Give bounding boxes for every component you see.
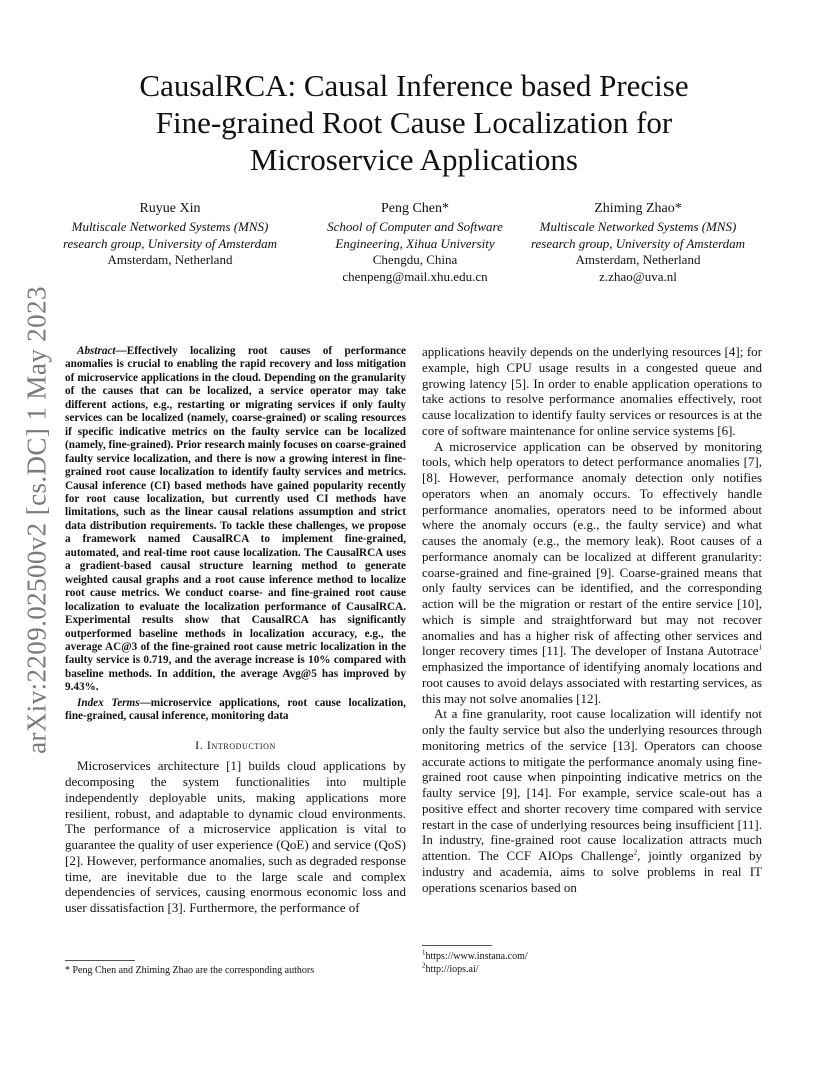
author-email: chenpeng@mail.xhu.edu.cn <box>342 269 488 285</box>
footnote-link: http://iops.ai/ <box>425 964 479 975</box>
footnote-link: https://www.instana.com/ <box>425 951 528 962</box>
title-line: Microservice Applications <box>250 142 578 177</box>
footnote-mark: 1 <box>422 948 426 957</box>
author-name: Zhiming Zhao* <box>594 201 682 216</box>
author-email: z.zhao@uva.nl <box>599 269 677 285</box>
author-location: Amsterdam, Netherland <box>107 252 233 268</box>
author-name: Ruyue Xin <box>139 201 201 216</box>
right-column <box>422 344 762 895</box>
footnote-mark: 2 <box>633 848 638 857</box>
title-line: CausalRCA: Causal Inference based Precise <box>139 68 689 103</box>
footnote-rule <box>422 945 492 946</box>
author-affiliation: Engineering, Xihua University <box>335 235 495 251</box>
author-ruyue-xin <box>40 201 300 269</box>
author-location: Chengdu, China <box>372 252 458 268</box>
index-terms <box>65 697 406 724</box>
body-paragraph <box>422 706 762 895</box>
paragraph-text: , jointly organized by industry and academia, aims to solve problems in real IT operations scenarios based on <box>422 848 762 895</box>
paper-title <box>80 67 748 178</box>
abstract-text: —Effectively localizing root causes of performance anomalies is crucial to enabling the rapid recovery and loss mitigation of microservice applications in the cloud. Depending on the granularity of the causes that can be localized, a service operator may take different actions, e.g., restarting or migrating services if only faulty services can be localized (namely, coarse-grained) or scaling resources if specific indicative metrics on the faulty service can be localized (namely, fine-grained). Prior research mainly focuses on coarse-grained faulty service localization, and there is now a growing interest in fine-grained root cause localization to identify faulty services and metrics. Causal inference (CI) based methods have gained popularity recently for root cause localization, but currently used CI methods have limitations, such as the linear causal relations assumption and strict data distribution requirements. To tackle these challenges, we propose a framework named CausalRCA to implement fine-grained, automated, and real-time root cause localization. The CausalRCA uses a gradient-based causal structure learning method to generate weighted causal graphs and a root cause inference method to localize root cause metrics. We conduct coarse- and fine-grained root cause localization to evaluate the localization performance of CausalRCA. Experimental results show that CausalRCA has significantly outperformed baseline methods in localization accuracy, e.g., the average AC@3 of the fine-grained root cause metric localization in the faulty service is 0.719, and the average increase is 10% compared with baseline methods. In addition, the average Avg@5 has improved by 9.43%. <box>65 345 406 694</box>
footnote-item <box>422 963 762 976</box>
paragraph-text: At a fine granularity, root cause localization will identify not only the faulty service but also the underlying resources through monitoring metrics of the service [13]. Operators can choose accurate actions to mitigate the performance anomaly using fine-grained root cause when pinpointing indicative metrics on the faulty service [9], [14]. For example, service scale-out has a positive effect and shorter recovery time compared with service restart in the case of underlying resources being insufficient [11]. In industry, fine-grained root cause localization attracts much attention. The CCF AIOps Challenge <box>422 706 762 863</box>
author-name: Peng Chen* <box>380 201 450 216</box>
body-paragraph: Microservices architecture [1] builds cloud applications by decomposing the system functionalities into multiple independently deployable units, making applications more resilient, robust, and adaptable to dynamic cloud environments. The performance of a microservice application is vital to guarantee the quality of user experience (QoE) and service (QoS) [2]. However, performance anomalies, such as degraded response time, are inevitable due to the large scale and complex dependencies of services, causing enormous economic loss and user dissatisfaction [3]. Furthermore, the performance of <box>65 758 406 916</box>
footnote-text: * Peng Chen and Zhiming Zhao are the corresponding authors <box>65 965 315 976</box>
author-affiliation: Multiscale Networked Systems (MNS) <box>71 218 269 234</box>
footnote-item <box>422 950 762 963</box>
author-location: Amsterdam, Netherland <box>575 252 701 268</box>
author-affiliation: research group, University of Amsterdam <box>62 235 278 251</box>
author-affiliation: Multiscale Networked Systems (MNS) <box>539 218 737 234</box>
left-column <box>65 345 406 916</box>
author-affiliation: research group, University of Amsterdam <box>530 235 746 251</box>
arxiv-stamp <box>20 285 54 755</box>
paragraph-text: emphasized the importance of identifying anomaly locations and root causes to avoid delays associated with restarting services, as this may not solve anomalies [12]. <box>422 659 762 706</box>
author-affiliation: School of Computer and Software <box>327 218 503 234</box>
abstract <box>65 345 406 695</box>
abstract-lead: Abstract <box>77 345 116 357</box>
author-block <box>60 201 770 291</box>
footnote-rule <box>65 960 135 961</box>
author-peng-chen <box>285 201 545 286</box>
title-line: Fine-grained Root Cause Localization for <box>155 105 673 140</box>
section-heading: I. Introduction <box>195 737 276 752</box>
footnote-mark: 1 <box>758 643 762 652</box>
body-paragraph: applications heavily depends on the underlying resources [4]; for example, high CPU usage results in a congested queue and growing latency [5]. In order to enable application operations to take actions to resolve performance anomalies effectively, root cause localization to identify faulty services or resources is at the core of software maintenance for online service systems [6]. <box>422 344 762 438</box>
index-terms-lead: Index Terms <box>77 696 140 709</box>
corresponding-author-footnote <box>65 960 406 977</box>
footnote-mark: 2 <box>422 961 426 970</box>
index-terms-text: —microservice applications, root cause localization, fine-grained, causal inference, monitoring data <box>65 696 406 723</box>
footnotes <box>422 945 762 976</box>
author-zhiming-zhao <box>508 201 768 286</box>
paragraph-text: A microservice application can be observed by monitoring tools, which help operators to detect performance anomalies [7], [8]. However, performance anomaly detection only notifies operators when an anomaly occurs. To effectively handle performance anomalies, operators need to be informed about where the anomaly occurs (e.g., the faulty service) and what causes the anomaly (e.g., the memory leak). Root causes of a performance anomaly can be localized at different granularity: coarse-grained and fine-grained [9]. Coarse-grained means that only faulty services can be identified, and the corresponding action will be the migration or restart of the entire service [10], which is simple and straightforward but may not recover anomalies and has a higher risk of affecting other services and longer recovery times [11]. The developer of Instana Autotrace <box>422 438 762 659</box>
body-paragraph <box>422 439 762 707</box>
arxiv-stamp-text: arXiv:2209.02500v2 [cs.DC] 1 May 2023 <box>21 286 52 754</box>
